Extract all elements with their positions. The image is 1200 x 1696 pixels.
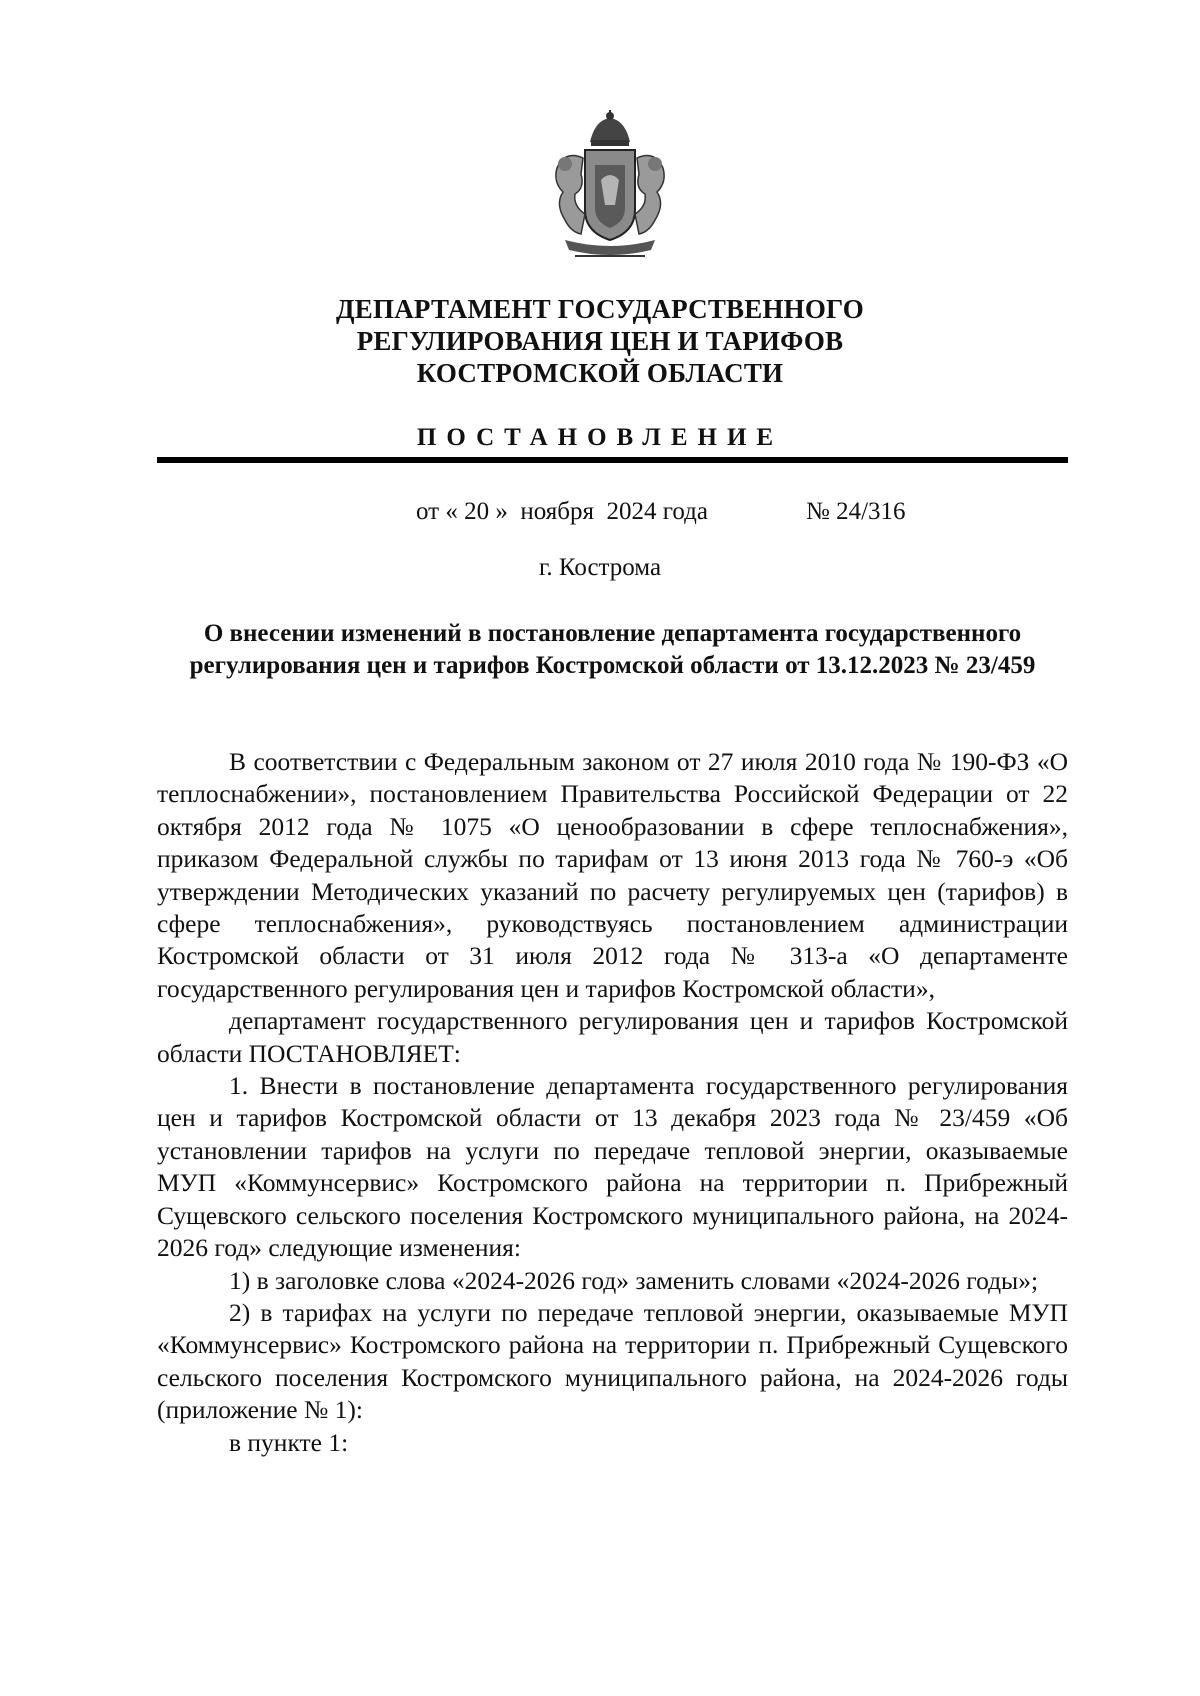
- body-paragraph: 2) в тарифах на услуги по передаче тепловой энергии, оказываемые МУП «Коммунсервис» Костромского района на территории п. Прибрежный Сущевского сельского поселения Костромского муниципального района, на 2024-2026 годы (приложение № 1):: [157, 1297, 1068, 1425]
- department-name-line1: ДЕПАРТАМЕНТ ГОСУДАРСТВЕННОГО: [336, 294, 864, 324]
- subject-line1: О внесении изменений в постановление департамента государственного: [203, 620, 1022, 647]
- body-paragraph: 1) в заголовке слова «2024-2026 год» заменить словами «2024-2026 годы»;: [229, 1265, 1039, 1295]
- document-city: г. Кострома: [538, 554, 662, 581]
- body-paragraph: департамент государственного регулирования цен и тарифов Костромской области ПОСТАНОВЛЯЕТ:: [157, 1006, 1068, 1068]
- department-name-line2: РЕГУЛИРОВАНИЯ ЦЕН И ТАРИФОВ: [356, 326, 844, 356]
- body-paragraph: В соответствии с Федеральным законом от 27 июля 2010 года № 190-ФЗ «О теплоснабжении», постановлением Правительства Российской Федерации от 22 октября 2012 года № 1075 «О ценообразовании в сфере теплоснабжения», приказом Федеральной службы по тарифам от 13 июня 2013 года № 760-э «Об утверждении Методических указаний по расчету регулируемых цен (тарифов) в сфере теплоснабжения», руководствуясь постановлением администрации Костромской области от 31 июля 2012 года № 313-а «О департаменте государственного регулирования цен и тарифов Костромской области»,: [157, 747, 1068, 1003]
- coat-of-arms-emblem: [535, 110, 685, 262]
- document-subject: [157, 618, 1068, 682]
- body-paragraph: 1. Внести в постановление департамента государственного регулирования цен и тарифов Костромской области от 13 декабря 2023 года № 23/459 «Об установлении тарифов на услуги по передаче тепловой энергии, оказываемые МУП «Коммунсервис» Костромского района на территории п. Прибрежный Сущевского сельского поселения Костромского муниципального района, на 2024-2026 год» следующие изменения:: [157, 1071, 1068, 1263]
- subject-line2: регулирования цен и тарифов Костромской области от 13.12.2023 № 23/459: [189, 652, 1036, 679]
- header-divider: [157, 457, 1068, 463]
- document-type-title: ПОСТАНОВЛЕНИЕ: [416, 424, 784, 451]
- document-body: [157, 746, 1068, 1459]
- document-date: от « 20 » ноября 2024 года: [416, 498, 708, 525]
- body-paragraph: в пункте 1:: [229, 1427, 349, 1457]
- department-name-line3: КОСТРОМСКОЙ ОБЛАСТИ: [416, 358, 784, 388]
- document-number: № 24/316: [806, 498, 906, 525]
